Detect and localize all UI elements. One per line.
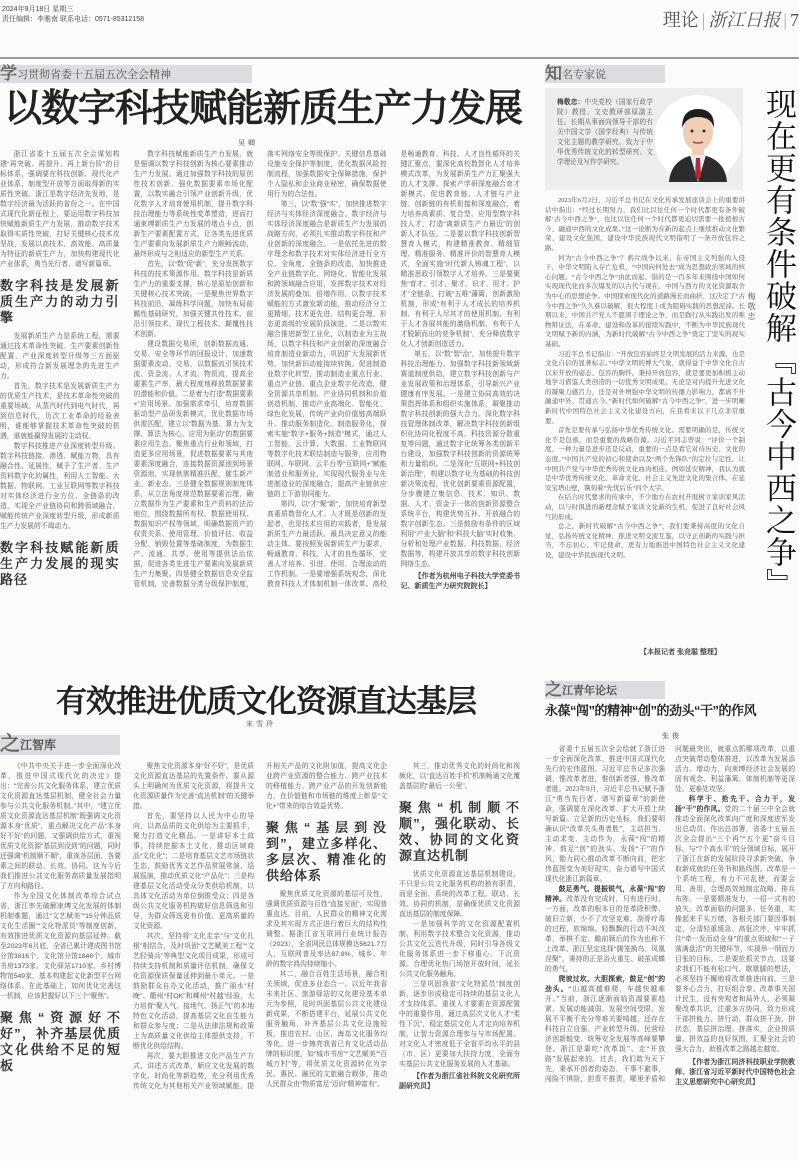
paragraph: 首先，以“数”促“新”，充分发挥数字科技的技术策源作用。数字科技是新质生产力的重要支撑，核心是原始创新和关键核心技术突破。一是聚焦世界数字科技前沿，凝练科学问题，加快布局前瞻性基础研究，加强关键共性技术、前沿引领技术、现代工程技术、颠覆性技术创新。 bbox=[133, 261, 253, 338]
section-name: 理论 bbox=[662, 10, 699, 30]
section-tag bbox=[545, 65, 665, 83]
subheading: 数字科技是发展新质生产力的动力引擎 bbox=[0, 278, 120, 325]
paragraph-text: 改革没有完成时，只有进行时。一方面，改革的根本目的是革除积弊、破旧立新，少不了攻坚克难、刮骨疗毒的过程，软绵绵、轻飘飘的行动不叫改革，举棋不定、瞻前顾后的作为也称不上改革。浙江坚定选择“腾笼换鸟、凤凰涅槃”，秉持的正是浴火重生、破茧成蝶的勇气。 bbox=[545, 896, 666, 973]
paragraph: 三是巩固我省“文化特派员”制度创新，逐步形成稳定可持续的基层文化人才支持体系。重视人才要素在资源配置中的重要作用，通过高层次文化人才“柔性下沉”，稳定基层文化人才定向培养机制，让智力资源合理参与与市场配置。对文化人才密度低于全省平均水平的县（市、区）更要加大扶持力度，全面夯实基层公共文化服务发展的人才基础。 bbox=[399, 981, 520, 1068]
subheading: 聚焦“基层到没到”，建立多样化、多层次、精准化的供给体系 bbox=[266, 820, 387, 883]
expert-profile-card bbox=[545, 88, 743, 190]
tag-initial: 知 bbox=[545, 64, 562, 83]
author-note: 【作者为浙江同济科技职业学院教师、浙江省习近平新时代中国特色社会主义思想研究中心研究员】 bbox=[675, 1058, 795, 1086]
section-tag bbox=[0, 735, 120, 755]
expert-name: 梅敬忠： bbox=[557, 99, 585, 106]
paragraph: 首先是要传承与弘扬中华优秀传统文化。需要明确的是，传统文化不是包袱，而是重要的战略资源。习近平同志曾说：“评价一个制度、一种力量是进步还是反动，重要的一点是看它对待历史、文化的态度。”中国共产党的初心和使命以及“两个先锋队”的定位与定性，让中国共产党与中华优秀传统文化血肉相连。例如延安精神，我认为就是中华优秀传统文化、革命文化、社会主义先进文化的集合体。在延安宝塔山壁，镌刻着“先忧后乐”四个大字。 bbox=[545, 427, 745, 492]
newspaper-logo: 浙江日报 bbox=[708, 10, 781, 30]
article-author: 张俊 bbox=[662, 733, 682, 740]
paragraph: 发展新质生产力是系统工程，需要通过技术革命性突破、生产要素创新性配置、产业深度转型升级等三方面驱动，形成符合新发展理念的先进生产力。 bbox=[0, 333, 120, 380]
subheading: 数字科技赋能新质生产力发展的现实路径 bbox=[0, 540, 120, 587]
article-author: 吴卿 bbox=[238, 140, 258, 147]
masthead: 理论 | 浙江日报 | 7 bbox=[662, 10, 799, 30]
paragraph: 作为全国文化体制改革综合试点省，浙江率先破解束缚文化发展的体制机制难题，通过“文艺赋美”“15分钟品质文化生活圈”“文化特派员”等制度创新，有效推进优质文化资源向基层延伸。截至2023年6月底，全省已累计建成图书馆分馆3816个、文化馆分馆1846个、城市书房1373家、文化驿站1710家、乡村博物馆549家，基本构建起文化新型平台网络体系。在此基础上，如何优化完善这一机制，应该把握好以下三个“聚焦”。 bbox=[0, 893, 121, 1000]
article-author: 宋雪玲 bbox=[246, 721, 276, 728]
reporter-note: 【本报记者 张竞聪 整理】 bbox=[640, 649, 721, 656]
article-body bbox=[545, 745, 795, 1087]
paragraph: 在结合时代要求的传承中，不少地方在农村开展树立家训家风活动，以与时俱进的新理念赋予家训文化新的生机，促进了良好社会风气的形成。 bbox=[545, 494, 745, 521]
paragraph-lead: 爬坡过坎、大胆探索，鼓足“创”的劲头。 bbox=[545, 976, 665, 993]
editor-info: 责任编辑：李雅南 联系电话：0571-85312158 bbox=[2, 16, 144, 23]
expert-portrait bbox=[655, 92, 741, 186]
paragraph: 首先，数字技术是发展新质生产力的优质生产技术，是技术革命性突破的重要场域。从蒸汽时代到电气时代，再到信息时代，历次工业革命的经验表明，谁能够掌握技术革命性突破的机遇，谁就能赢得发展的主动权。 bbox=[0, 383, 120, 440]
author-note: 【作者为杭州电子科技大学党委书记、新质生产力研究院院长】 bbox=[400, 573, 520, 590]
article-title: 有效推进优质文化资源直达基层 bbox=[56, 684, 476, 719]
author-note: 【作者为浙江省社科院文化研究所副研究员】 bbox=[399, 1073, 520, 1090]
paragraph: 数字科技推进产业深度转型升级。数字科技链接、渗透、赋能万物，具有融合性、延展性，赋予了生产者、生产资料数字化的属性，利用人工智能、大数据、物联网、工业互联网等数字科技对实体经济进行全方位、全链条的改造，实现全产业链协同和跨领域融合，赋能传统产业深度转型升级，形成新质生产力发展的不竭动力。 bbox=[0, 443, 120, 530]
tag-initial: 学 bbox=[0, 64, 17, 83]
issue-date: 2024年9月18日 星期三 bbox=[2, 6, 74, 13]
article-title: 以数字科技赋能新质生产力发展 bbox=[4, 88, 523, 130]
expert-bio bbox=[557, 98, 653, 168]
tag-label: 江智库 bbox=[20, 738, 57, 752]
paragraph: 第四，以“才”聚“新”，加快培育新型高素质数智化人才。人才既是创新的发起者，也是技术应用的实践者，是发展新质生产力最活跃、最具决定意义的能动主体。要按照发展新质生产力要求，畅通教育、科技、人才的良性循环，完善人才培养、引进、使用、合理流动的工作机制。一是要增强系统观念，深化教育科技人才体制机制一体改革。高校是畅通教育、科技、人才良性循环的关键汇聚点，要深化高校数智化人才培养模式改革，为发展新质生产力汇聚强大的人才支撑。探索产学研深度融合育才新模式，促进教育链、人才链与产业链、创新链的有机衔接和深度融合，着力培养高素质、复合型、应用型数字科技人才，打造“离新质生产力最近”的创新人才队伍。二是要以数字科技创新智慧育人模式，构建精准教育、精细管理、精准服务、精准评价的智慧育人模式，全面实施“时代新人铸魂工程”，以精准思政引领数字人才培养。三是要聚焦“育才、引才、聚才、识才、用才、护才”全链条，打破“五唯”藩篱，创新激励机制，形成“有利于人才成长的培养机制、有利于人尽其才的使用机制、有利于人才各展其能的激励机制、有利于人才脱颖而出的竞争机制”，充分释放数字化人才创新创造活力。 bbox=[267, 151, 520, 588]
expert-bio-text: 中央党校（国家行政学院）教授、文史教研部原副主任。长期从事面向领导干部的有关中国文学（国学经典）与传统文化主题的教学研究，致力于中华优秀传统文化的转型研究、文学理论及写作学研究。 bbox=[557, 99, 654, 166]
paragraph: 数字科技赋能新质生产力发展，就是强调以数字科技创新为核心要素推动生产力发展。通过加强数字科技的原创性技术创新、强化数据要素市场化配置，以数实融合引领产业创新升级，优化数字人才培育使用机制，提升数字科技治理能力等系统性变革塑造，进而打通束缚新质生产力发展的堵点卡点，创新生产要素配置方式，让各类先进优质生产要素向发展新质生产力顺畅流动，最终形成与之相适应的新型生产关系。 bbox=[133, 151, 253, 258]
paragraph bbox=[545, 885, 665, 975]
paragraph: 建设数据交易所，创新数据流通、交易、安全等环节的回报设计，加速数据要素流动、交易，以数据流引领技术流、资金流、人才流、物资流，提高全要素生产率，最大程度地释放数据要素的潜能和价值。二是着力打造“数据要素×”应用场景。加强需求牵引，培育数据驱动型产品研发新模式，优化数据市场供需匹配，建立以“数据为基、算力为支撑、算法为核心、应用为驱动”的数据要素应用生态。聚焦重点行业和领域，打造更多应用场景，促进数据要素与其他要素深度融合，连接数据资源池到场景资源池，实现供需精准匹配，催生新产业、新业态。三是健全数据规则制度体系，从立法角度规范数据要素治理，确立数据作为生产要素和生产资料的法治地位，围绕数据所有权、数据使用权、数据知识产权等领域，明确数据资产的权责关系、使用管理、价值评估、收益分配、销毁处置等基础制度，为数据生产、流通、共享、使用等提供法治依据，促进各类先进生产要素向发展新质生产力集聚。四是健全数据信息安全监管机制，完善数据分类分级保护制度，落实网络安全等级保护、关键信息基础设施安全保护等制度，优化数据风险控制流程，加强数据安全保障措施，保护个人隐私和企业商业秘密，确保数据使用行为的合法性。 bbox=[133, 151, 387, 588]
article-body bbox=[0, 762, 520, 1092]
paragraph: 聚焦文化资源本身“好不好”，是优质文化资源直达基层的先置条件。要从源头上明确何为优质文化资源，将提升文化资源质量作为完善“直达机制”的关键举措。 bbox=[133, 763, 254, 810]
paragraph: 何为“古今中西之争”？鸦片战争以来，在帝国主义列强的入侵下，中华文明陷入存亡危机，“中国向何处去”成为思想政治领域的核心问题。“古今中西之争”由此而起，指的是一百多年来围绕中国如何实现现代化而多次爆发的以古代与现在、中国与西方的文化资源取舍为中心的思想论争。中国探索现代化的道路漫长而曲折，这决定了“古今中西之争”久久难以破解，很大程度上成为阻碍实践的思想泥淖。长期以来，中国共产党人不愿困于理论之争，而是践行从实践出发的唯物辩证法，在革命、建设和改革的接续实践中，不断为中华民族现代文明赋予新的内涵，为新时代破解“古今中西之争”奠定了坚实的现实基础。 bbox=[545, 254, 745, 348]
paragraph-lead: 鼓足勇气、提振锐气，永葆“闯”的精神。 bbox=[545, 886, 665, 903]
paragraph-text: “山越高越难爬，车越快越难开。”当前，浙江逐渐面临资源要素趋紧、发展动能减弱、发展空间受限、发展不平衡不充分等难关要啃越，还存在科技自立自强、产业转型升级、民营经济创新蜕变、统筹安全发展等高峰要攀登。浙江是靠吃“改革饭”、走“开放路”发展起来的。过去，我们敢为天下先，秉承开创者的姿态，干事不避事，闯险不惧险，担责不推责，哪里矛盾和问题最突出，就重点抓哪项改革，以重点突破带动整体推进，以改革为发展添活力、增动力，向束缚经济社会发展的固有观念、利益藩篱、体制机制等更深处、更难处攻坚。 bbox=[545, 746, 795, 1083]
paragraph: 聚焦优质文化资源的基层可及性，强调优质资源与百姓“直接见面”，实现普惠直达。目前，人民群众的精神文化需求及其实现方式正进行着巨大的结构性调整。据浙江省互联网行业统计报告（2023），全省网民总体规模达5621.7万人，互联网普及率达87.8%，城乡、年龄的数字鸿沟持续缩小。 bbox=[266, 891, 387, 968]
paragraph: 其三，推动优秀文化的时尚化和视频化，以“直达百姓手机”机制畅通文化覆盖基层的“最后一公里”。 bbox=[399, 763, 520, 790]
tag-label: 名专家说 bbox=[562, 69, 606, 81]
paragraph-lead: 科学干、抢先干、合力干，发扬“干”的作风。 bbox=[675, 796, 795, 813]
tag-initial: 之 bbox=[545, 680, 562, 699]
paragraph: 第三，以“数”强“实”，加快推进数字经济与实体经济深度融合。数字经济与实体经济深度融合是新质生产力发展的战略方向，必须扎实推动数字科技和产业创新的深度融合。一是依托先进的数字理念和数字技术对实体经济进行全方位、全角度、全链条的改造，加快推进全产业链数字化、网络化、智能化发展和跨领域融合应用，发挥数字技术对经济发展的叠加、倍增作用，以数字技术赋能的方式激发新动能，推动经济分工更精细、技术更先进、结构更合理、形态更高级的发展阶段演进。二是以数实融合推进新型工业化，以制造业为主战场，以数字科技和产业创新的深度融合培育制造业新动力，巩固扩大发展新优势，加快新旧动能接续转换。促进制造业数字化转型，推动制造业重点行业、重点产业链、重点企业数字化改造，健全资源共享机制、产业协同机制和价值创造机制，推动产业高端化、智能化、绿色化发展，传统产业向价值链高端跃升。推动服务制造化、制造服务化，探索实施“数字+服务+制造”模式，通过人工智能、云计算、大数据、工业物联网等数字化技术联结制造与服务，应用物联网、车联网、云平台等“互联网+”赋能制造业和服务业，实现现代服务业与先进制造业的深度融合，提高产业链供应链的上下游协同能力。 bbox=[267, 201, 387, 498]
section-tag bbox=[545, 681, 665, 699]
paragraph-text: 党的二十届三中全会就推动全面深化改革向广度和深度进军发出总动员、作出总部署，省委十五届五次全会提出“三个再”“五个更”奋斗目标，与“7个高水平”的分领域目标，展开了浙江在新的发展阶段寻求新突破、争取新成就的任务书和路线图。改革是一个系统工程，有力不可乱使，而要会用、善用，合理高效地制定战略、排兵布阵。一是要精准发力，一招一式有的放矢。改革面临的问题多、任务重，实操起来千头万绪，各相关部门要因事制定，分清轻重缓急、高低次序，牢牢抓住“牵一发而动全身”的重点领域和“一子落满盘活”的关键环节，实现举一纲而万目张的目标。二是要抢抓关节点，这要求我们不能有松口气、歇歇脚的想法，必须坚持不懈地将改革推进向前。三是要齐心合力，打好组合拳。改革事关国计民生，没有旁观者和局外人，必须凝聚改革共识，注重多方协同，致力形成干部拼能力、拼行动，群众拼干劲、拼状态，基层拼治理、拼落实，企业拼质量、拼效益的良好氛围，汇聚全社会的强大合力，助推改革之路越走越宽。 bbox=[675, 806, 796, 1053]
paragraph: 一是加强科学的文化资源配置机制，利用数字技术整合文化资源，推动公共文化云迭代升级，同时引导各级文化服务体系进一步下移重心、下沉资源。合理优化热门场馆开放时间，延长公共文化服务触角。 bbox=[399, 921, 520, 978]
subheading: 聚焦“机制顺不顺”，强化联动、长效、协同的文化资源直达机制 bbox=[399, 800, 520, 863]
paragraph: 优质文化资源直达基层机制建设，不只是公共文化服务机构的独有职责，而是全面、系统的改革工程。联动、长效、协同的机制，是确保优质文化资源直达基层的制度保障。 bbox=[399, 871, 520, 918]
header-rule bbox=[0, 57, 799, 59]
paragraph: 2023年6月2日，习近平总书记在文化传承发展座谈会上的重要讲话中指出：“经过长期努力，我们比以往任何一个时代都更有条件破解‘古今中西之争’，也比以往任何一个时代都更迫切需要一批植根古今、融通中西的文化成果。”这一论断为在新的起点上继续推动文化繁荣、建设文化强国、建设中华民族现代文明指明了一条开放包容之路。 bbox=[545, 197, 745, 252]
expert-article-author: 梅敬忠 bbox=[747, 292, 756, 322]
paragraph bbox=[675, 795, 795, 1055]
page-number: 7 bbox=[790, 10, 799, 30]
paragraph: 习近平总书记指出：“开放包容始终是文明发展的活力来源，也是文化自信的显著标志。”中华文明的博大气象，就得益于中华文化自古以来开放的姿态、包容的胸怀。秉持开放包容，就是要更加积极主动地学习借鉴人类创造的一切优秀文明成果。无论是对内提升先进文化的凝聚力感召力，还是对外增强中华文明的传播力影响力，都离不开融通中外、贯通古今。”新时代如何破解“古今中西之争”，进一步明晰新时代中国特色社会主义文化建设方向，在我看来以下几点非常重要。 bbox=[545, 350, 745, 425]
paragraph: 首先，要坚持以人民为中心的导向，以高品质的文化供给为主要抓手，聚力打造文化精品。一是讲好本土故事，持续挖掘本土文化，推动区域商品“文化化”；二是培育基层文艺市场链状生态，鼓励优秀文艺作品常展常演、巡展巡演，推动优质文化“产品化”；三是构建基层文化活动受众分类供给机制，以具体文化活动为单位倒推受众；四是各级公共文化服务机构做好信息筛选和引导，为群众筛选更有价值、更高质量的文化资源。 bbox=[133, 813, 254, 930]
paragraph: 省委十五届五次全会绘就了浙江进一步全面深化改革、推进中国式现代化先行的宏伟蓝图。习近平总书记多次强调，惟改革者进，惟创新者强，惟改革者胜。2023年9月，习近平总书记赋予浙江“勇当先行者、谱写新篇章”的新使命，强调要在深化改革、扩大开放上续写新篇。立足新的历史坐标，我们要明确认识“改革关头勇者胜”，主动担当、主动求变、主动作为，永葆“闯”的精神、鼓足“创”的劲头、发扬“干”的作风，勠力同心推动改革不断向前，把宏伟蓝图变为美好现实，奋力谱写中国式现代化浙江新篇章。 bbox=[545, 746, 665, 883]
paragraph: 第五，以“数”智“治”，加快提升数字科技治理能力。加强数字科技新领域新赛道制度供给，建立数字科技创新与产业发展政策和治理体系，引导新兴产业健康有序发展。一是建立协同高效的决策指挥体系和组织实施体系，凝聚推动数字科技创新的强大合力。深化数字科技管理体制改革，解决数字科技创新组织化协同化程度不高、科技资源分散重复等问题，通过数字化统筹各类创新平台建设，加强数字科技创新的资源统筹和力量组织。二是深化“互联网+科技创新治理”，构建以数字化为基础的科技创新决策流程，优化创新要素资源配置，分步骤建立集信息、技术、知识、数据、人才、资金于一体的创新资源整合系统平台，构建优势互补、开放融合的数字创新生态。三是鼓励有条件的区域利用“产业大脑”和“科技大脑”实时收集、分析和处理产业数据、科技数据、经济数据等，构建开放共享的数字科技创新网络生态。 bbox=[400, 351, 520, 568]
paragraph: 其次，坚持将“文化走亲”与“文化扎根”相结合，及时巩固“文艺赋美工程”“文艺轻骑兵”等典型文化项目成果，形成可持续支持机制和质量评估机制，确保文化资源保质保量延伸到最小单元。一是鼓励群众自办文化活动，推广丽水“村晚”、衢州“村OK”和嵊州“村越”经验，大力培育“聚人气、接地气、扬正气”的本地特色文化活动，提高基层文化自生能力和群众参与度；二是从法律法规和政策上为高质量文化供给主体提供支持，不断优化供给结构。 bbox=[133, 933, 254, 1050]
paragraph: 其二，融合百姓生活场景，融合相关领域，促进多业态合一。以近年我省未来社区、旅游驿站的文化建设基本单元为参照，及时巩固基层公共文化建设新成果，不断搭建平台，延展公共文化服务触角，补齐基层公共文化设施短板，推进农村、山区、海岛文化服务均等化。进一步擦亮我省已有文化活动品牌的标识度，如“城市书房”“文艺赋美”“百城万村”等，将优质文化资源转化为亲民、惠民、融民的文旅融合载体，推动人民群众由“物质富足”迈向“精神富有”。 bbox=[266, 971, 387, 1088]
tag-label: 江青年论坛 bbox=[562, 685, 617, 697]
subheading: 聚焦“资源好不好”，补齐基层优质文化供给不足的短板 bbox=[0, 1010, 121, 1073]
expert-article-body bbox=[545, 196, 745, 561]
paragraph: 《中共中央关于进一步全面深化改革、推进中国式现代化的决定》提出：“完善公共文化服务体系，建立优质文化资源直达基层机制，健全社会力量参与公共文化服务机制。”其中，“建立优质文化资源直达基层机制”既强调文化资源本身“优质”，重点解决文化产品“本身好不好”的问题，又强调供给方式，重视优质文化资源“基层到没到”的问题，同时还强调“机制顺不顺”，重视各层面、各要素之间的联动、长效、协同。这为今后我们推进公共文化服务高质量发展指明了方向和路径。 bbox=[0, 763, 121, 890]
tag-initial: 之 bbox=[0, 733, 20, 755]
article-body bbox=[0, 150, 520, 592]
article-title: 永葆“闯”的精神“创”的劲头“干”的作风 bbox=[545, 703, 757, 718]
tag-label: 习贯彻省委十五届五次全会精神 bbox=[17, 69, 171, 81]
expert-article-title: 现在更有条件破解『古今中西之争』 bbox=[761, 88, 796, 600]
paragraph: 再次，要大胆推进文化产品生产方式、讲述方式改革，顺应文化发展的数字化、时尚化等新趋势，充分利用优秀传统文化为其他相关产业领域赋能，提升相关产品的文化附加值，提高文化企业跨产业资源的整合能力、跨产业技术的移植能力、跨产业产品的开发创新能力，在价值链和市场链的维度上彰显“文化+”带来的综合效益优势。 bbox=[133, 763, 387, 1090]
paragraph: 浙江省委十五届五次全会谋划构建“再突破、再提升、再上新台阶”的目标体系，强调要在科技创新、现代化产业体系、制度型开放等方面取得新的实质性突破。浙江是数字经济先发地，是数字经济最为活跃的省份之一。在中国式现代化新征程上，要运用数字科技加快赋能新质生产力发展，推动数字技术取得实质性突破，打好关键核心技术攻坚战，发展以高技术、高效能、高质量为特征的新质生产力，加快构建现代化产业体系，勇当先行者、谱写新篇章。 bbox=[0, 151, 120, 268]
paragraph: 总之，新时代破解“古今中西之争”，我们要秉持高度的文化自觉，弘扬传统文化精神，推进文明交流互鉴，以守正创新的实践与担当，不忘初心、牢记使命，更有力地推进中国特色社会主义文化建设，建设中华民族现代文明。 bbox=[545, 523, 745, 559]
section-tag bbox=[0, 65, 252, 83]
